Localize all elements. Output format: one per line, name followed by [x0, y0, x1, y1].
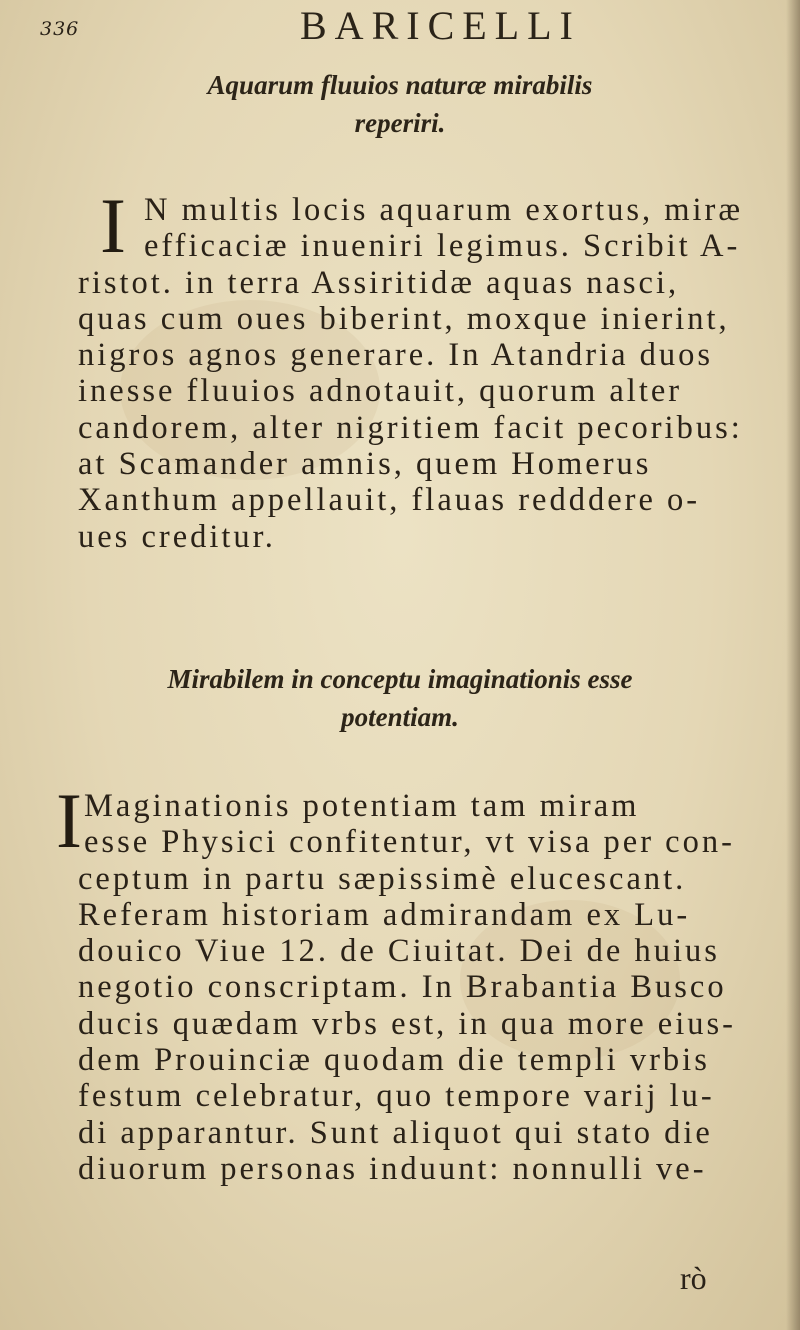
- text-line: candorem, alter nigritiem facit pecoribus:: [78, 409, 743, 446]
- text-line: festum celebratur, quo tempore varij lu-: [78, 1078, 715, 1115]
- paragraph-2: [78, 788, 768, 1187]
- text-line: quas cum oues biberint, moxque inierint,: [78, 300, 730, 337]
- text-line: esse Physici confitentur, vt visa per con-: [84, 824, 735, 861]
- heading-line: Mirabilem in conceptu imaginationis esse: [167, 664, 633, 694]
- section-heading-1: [0, 66, 800, 142]
- text-line: at Scamander amnis, quem Homerus: [78, 446, 652, 483]
- text-line: ristot. in terra Assiritidæ aquas nasci,: [78, 264, 680, 301]
- paragraph-1: [78, 192, 768, 555]
- text-line: Maginationis potentiam tam miram: [84, 788, 640, 824]
- text-line: douico Viue 12. de Ciuitat. Dei de huius: [78, 933, 720, 970]
- heading-line: potentiam.: [341, 702, 459, 732]
- drop-cap: I: [100, 182, 126, 269]
- text-line: efficaciæ inueniri legimus. Scribit A-: [144, 228, 741, 265]
- drop-cap: I: [56, 777, 82, 864]
- page-header: [0, 0, 800, 52]
- section-heading-2: [0, 660, 800, 736]
- heading-line: Aquarum fluuios naturæ mirabilis: [207, 70, 593, 100]
- text-line: ducis quædam vrbs est, in qua more eius-: [78, 1005, 736, 1042]
- text-line: inesse fluuios adnotauit, quorum alter: [78, 373, 683, 410]
- text-line: diuorum personas induunt: nonnulli ve-: [78, 1150, 707, 1187]
- text-line: Xanthum appellauit, flauas redddere o-: [78, 482, 701, 519]
- heading-line: reperiri.: [354, 108, 446, 138]
- catchword: rò: [680, 1260, 707, 1296]
- text-line: nigros agnos generare. In Atandria duos: [78, 337, 714, 374]
- text-line: negotio conscriptam. In Brabantia Busco: [78, 969, 727, 1006]
- text-line: di apparantur. Sunt aliquot qui stato die: [78, 1114, 713, 1151]
- text-line: ceptum in partu sæpissimè elucescant.: [78, 860, 687, 897]
- page-number: 336: [40, 18, 80, 40]
- text-line: Referam historiam admirandam ex Lu-: [78, 896, 691, 933]
- running-head: BARICELLI: [300, 3, 581, 48]
- text-line: ues creditur.: [78, 518, 276, 555]
- text-line: dem Prouinciæ quodam die templi vrbis: [78, 1042, 710, 1079]
- text-line: N multis locis aquarum exortus, miræ: [144, 192, 744, 228]
